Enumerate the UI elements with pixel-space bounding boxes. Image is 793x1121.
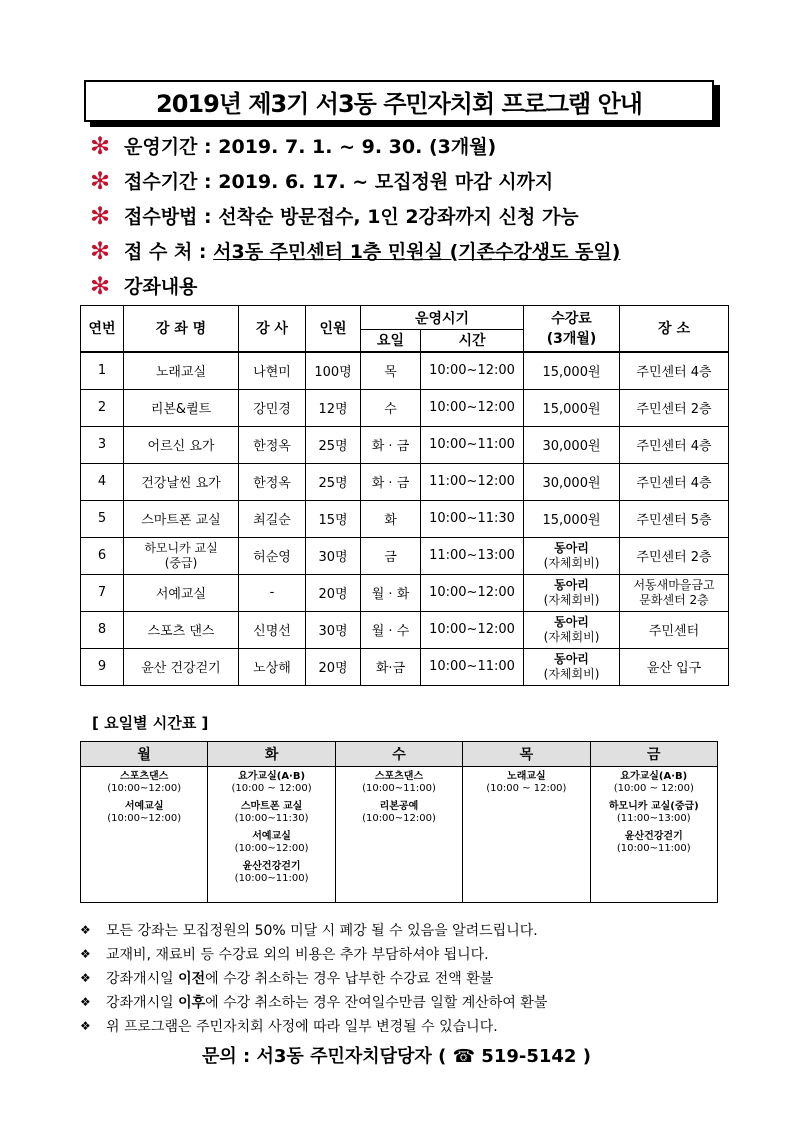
cell-time: 11:00~12:00: [421, 463, 524, 500]
schedule-slot: 스포츠댄스 (10:00~12:00): [107, 771, 182, 794]
cell-no: 7: [81, 574, 124, 611]
cell-place: 주민센터 5층: [620, 500, 729, 537]
cell-no: 6: [81, 537, 124, 574]
cell-teacher: 노상해: [239, 648, 306, 685]
cell-capacity: 15명: [306, 500, 361, 537]
cell-teacher: 신명선: [239, 611, 306, 648]
cell-day: 화 · 금: [361, 426, 421, 463]
cell-place: 주민센터 4층: [620, 352, 729, 390]
cell-fee: 동아리 (자체회비): [524, 611, 620, 648]
phone-icon: ☎: [452, 1046, 476, 1067]
asterisk-icon: ✻: [90, 201, 111, 230]
cell-place: 주민센터: [620, 611, 729, 648]
cell-place: 주민센터 2층: [620, 389, 729, 426]
cell-fee: 30,000원: [524, 463, 620, 500]
weekly-schedule-table: [80, 741, 718, 903]
page-title-box: [84, 80, 714, 122]
cell-teacher: 강민경: [239, 389, 306, 426]
cell-name: 윤산 건강걷기: [124, 648, 239, 685]
note-item: ❖ 강좌개시일 이후 에 수강 취소하는 경우 잔여일수만큼 일할 계산하여 환불: [80, 995, 548, 1011]
cell-place: 주민센터 4층: [620, 426, 729, 463]
schedule-slot: 서예교실 (10:00~12:00): [234, 831, 309, 854]
cell-name: 어르신 요가: [124, 426, 239, 463]
cell-day: 목: [361, 352, 421, 390]
schedule-day-cell: [81, 767, 208, 903]
cell-time: 10:00~12:00: [421, 574, 524, 611]
diamond-bullet-icon: ❖: [80, 923, 91, 937]
schedule-day-header: 금: [590, 742, 717, 767]
schedule-day-cell: [590, 767, 717, 903]
cell-capacity: 25명: [306, 426, 361, 463]
cell-name: 건강날씬 요가: [124, 463, 239, 500]
info-registration-method: ✻ 접수방법 : 선착순 방문접수, 1인 2강좌까지 신청 가능: [90, 201, 579, 230]
note-item: ❖ 위 프로그램은 주민자치회 사정에 따라 일부 변경될 수 있습니다.: [80, 1019, 498, 1035]
schedule-slot: 요가교실(A·B) (10:00 ~ 12:00): [613, 771, 694, 794]
table-row: [81, 574, 729, 611]
cell-no: 4: [81, 463, 124, 500]
cell-no: 1: [81, 352, 124, 390]
schedule-slot: 리본공예 (10:00~12:00): [362, 801, 436, 824]
cell-no: 2: [81, 389, 124, 426]
cell-fee: 15,000원: [524, 352, 620, 390]
schedule-day-header: 월: [81, 742, 208, 767]
cell-teacher: 한정옥: [239, 463, 306, 500]
schedule-title: [ 요일별 시간표 ]: [92, 714, 209, 732]
table-row: [81, 426, 729, 463]
cell-name: 리본&퀼트: [124, 389, 239, 426]
diamond-bullet-icon: ❖: [80, 947, 91, 961]
header-day: 요일: [361, 330, 421, 352]
header-no: 연번: [81, 306, 124, 352]
cell-day: 화: [361, 500, 421, 537]
header-name: 강 좌 명: [124, 306, 239, 352]
cell-day: 월 · 화: [361, 574, 421, 611]
table-row: [81, 389, 729, 426]
cell-time: 10:00~12:00: [421, 611, 524, 648]
notes-list: [80, 918, 547, 1038]
schedule-day-cell: [463, 767, 590, 903]
schedule-slot: 윤산건강걷기 (10:00~11:00): [234, 861, 309, 884]
table-row: [81, 352, 729, 390]
schedule-day-header: 화: [208, 742, 335, 767]
cell-teacher: 허순영: [239, 537, 306, 574]
cell-fee: 15,000원: [524, 500, 620, 537]
cell-day: 화 · 금: [361, 463, 421, 500]
cell-time: 10:00~12:00: [421, 389, 524, 426]
cell-no: 5: [81, 500, 124, 537]
courses-table: [80, 305, 729, 686]
cell-fee: 15,000원: [524, 389, 620, 426]
asterisk-icon: ✻: [90, 271, 111, 300]
cell-teacher: 나현미: [239, 352, 306, 390]
header-fee: 수강료 (3개월): [524, 306, 620, 352]
schedule-day-cell: [335, 767, 462, 903]
header-teacher: 강 사: [239, 306, 306, 352]
cell-day: 수: [361, 389, 421, 426]
cell-time: 10:00~11:00: [421, 648, 524, 685]
cell-time: 10:00~11:30: [421, 500, 524, 537]
cell-no: 8: [81, 611, 124, 648]
cell-time: 10:00~11:00: [421, 426, 524, 463]
schedule-slot: 서예교실 (10:00~12:00): [107, 801, 182, 824]
cell-fee: 동아리 (자체회비): [524, 648, 620, 685]
cell-time: 11:00~13:00: [421, 537, 524, 574]
info-registration-period: ✻ 접수기간 : 2019. 6. 17. ~ 모집정원 마감 시까지: [90, 166, 554, 195]
cell-name: 스마트폰 교실: [124, 500, 239, 537]
diamond-bullet-icon: ❖: [80, 971, 91, 985]
info-course-heading: ✻ 강좌내용: [90, 271, 198, 300]
asterisk-icon: ✻: [90, 131, 111, 160]
cell-no: 3: [81, 426, 124, 463]
cell-teacher: 최길순: [239, 500, 306, 537]
schedule-slot: 윤산건강걷기 (10:00~11:00): [616, 831, 691, 854]
cell-capacity: 30명: [306, 611, 361, 648]
cell-capacity: 20명: [306, 648, 361, 685]
asterisk-icon: ✻: [90, 166, 111, 195]
info-period: ✻ 운영기간 : 2019. 7. 1. ~ 9. 30. (3개월): [90, 131, 497, 160]
schedule-slot: 스마트폰 교실 (10:00~11:30): [234, 801, 309, 824]
cell-teacher: 한정옥: [239, 426, 306, 463]
page-title: 2019년 제3기 서3동 주민자치회 프로그램 안내: [156, 89, 642, 118]
note-item: ❖ 교재비, 재료비 등 수강료 외의 비용은 추가 부담하셔야 됩니다.: [80, 947, 489, 963]
cell-name: 스포츠 댄스: [124, 611, 239, 648]
cell-place: 서동새마을금고 문화센터 2층: [620, 574, 729, 611]
cell-capacity: 25명: [306, 463, 361, 500]
info-list: [90, 128, 620, 303]
table-row: [81, 500, 729, 537]
schedule-slot: 하모니카 교실(중급) (11:00~13:00): [608, 801, 699, 824]
schedule-day-header: 수: [335, 742, 462, 767]
cell-day: 월 · 수: [361, 611, 421, 648]
cell-place: 주민센터 4층: [620, 463, 729, 500]
cell-place: 주민센터 2층: [620, 537, 729, 574]
cell-fee: 30,000원: [524, 426, 620, 463]
diamond-bullet-icon: ❖: [80, 995, 91, 1009]
header-place: 장 소: [620, 306, 729, 352]
note-item: ❖ 강좌개시일 이전 에 수강 취소하는 경우 납부한 수강료 전액 환불: [80, 971, 494, 987]
cell-capacity: 100명: [306, 352, 361, 390]
cell-no: 9: [81, 648, 124, 685]
asterisk-icon: ✻: [90, 236, 111, 265]
schedule-slot: 요가교실(A·B) (10:00 ~ 12:00): [231, 771, 312, 794]
header-capacity: 인원: [306, 306, 361, 352]
cell-fee: 동아리 (자체회비): [524, 537, 620, 574]
cell-time: 10:00~12:00: [421, 352, 524, 390]
diamond-bullet-icon: ❖: [80, 1019, 91, 1033]
cell-name: 하모니카 교실 (중급): [124, 537, 239, 574]
table-row: [81, 648, 729, 685]
schedule-day-header: 목: [463, 742, 590, 767]
cell-day: 금: [361, 537, 421, 574]
note-item: ❖ 모든 강좌는 모집정원의 50% 미달 시 폐강 될 수 있음을 알려드립니다.: [80, 923, 538, 939]
cell-fee: 동아리 (자체회비): [524, 574, 620, 611]
cell-capacity: 12명: [306, 389, 361, 426]
table-row: [81, 537, 729, 574]
header-schedule: 운영시기: [361, 306, 524, 330]
cell-day: 화·금: [361, 648, 421, 685]
contact-phone: 519-5142: [481, 1046, 577, 1067]
cell-capacity: 30명: [306, 537, 361, 574]
table-row: [81, 611, 729, 648]
cell-name: 노래교실: [124, 352, 239, 390]
cell-capacity: 20명: [306, 574, 361, 611]
schedule-slot: 노래교실 (10:00 ~ 12:00): [486, 771, 567, 794]
schedule-day-cell: [208, 767, 335, 903]
cell-teacher: -: [239, 574, 306, 611]
info-registration-place: ✻ 접 수 처 : 서3동 주민센터 1층 민원실 (기존수강생도 동일): [90, 236, 621, 265]
schedule-slot: 스포츠댄스 (10:00~11:00): [362, 771, 436, 794]
cell-name: 서예교실: [124, 574, 239, 611]
table-row: [81, 463, 729, 500]
contact-line: 문의 : 서3동 주민자치담당자 ( ☎ 519-5142 ): [202, 1046, 591, 1067]
cell-place: 윤산 입구: [620, 648, 729, 685]
header-time: 시간: [421, 330, 524, 352]
